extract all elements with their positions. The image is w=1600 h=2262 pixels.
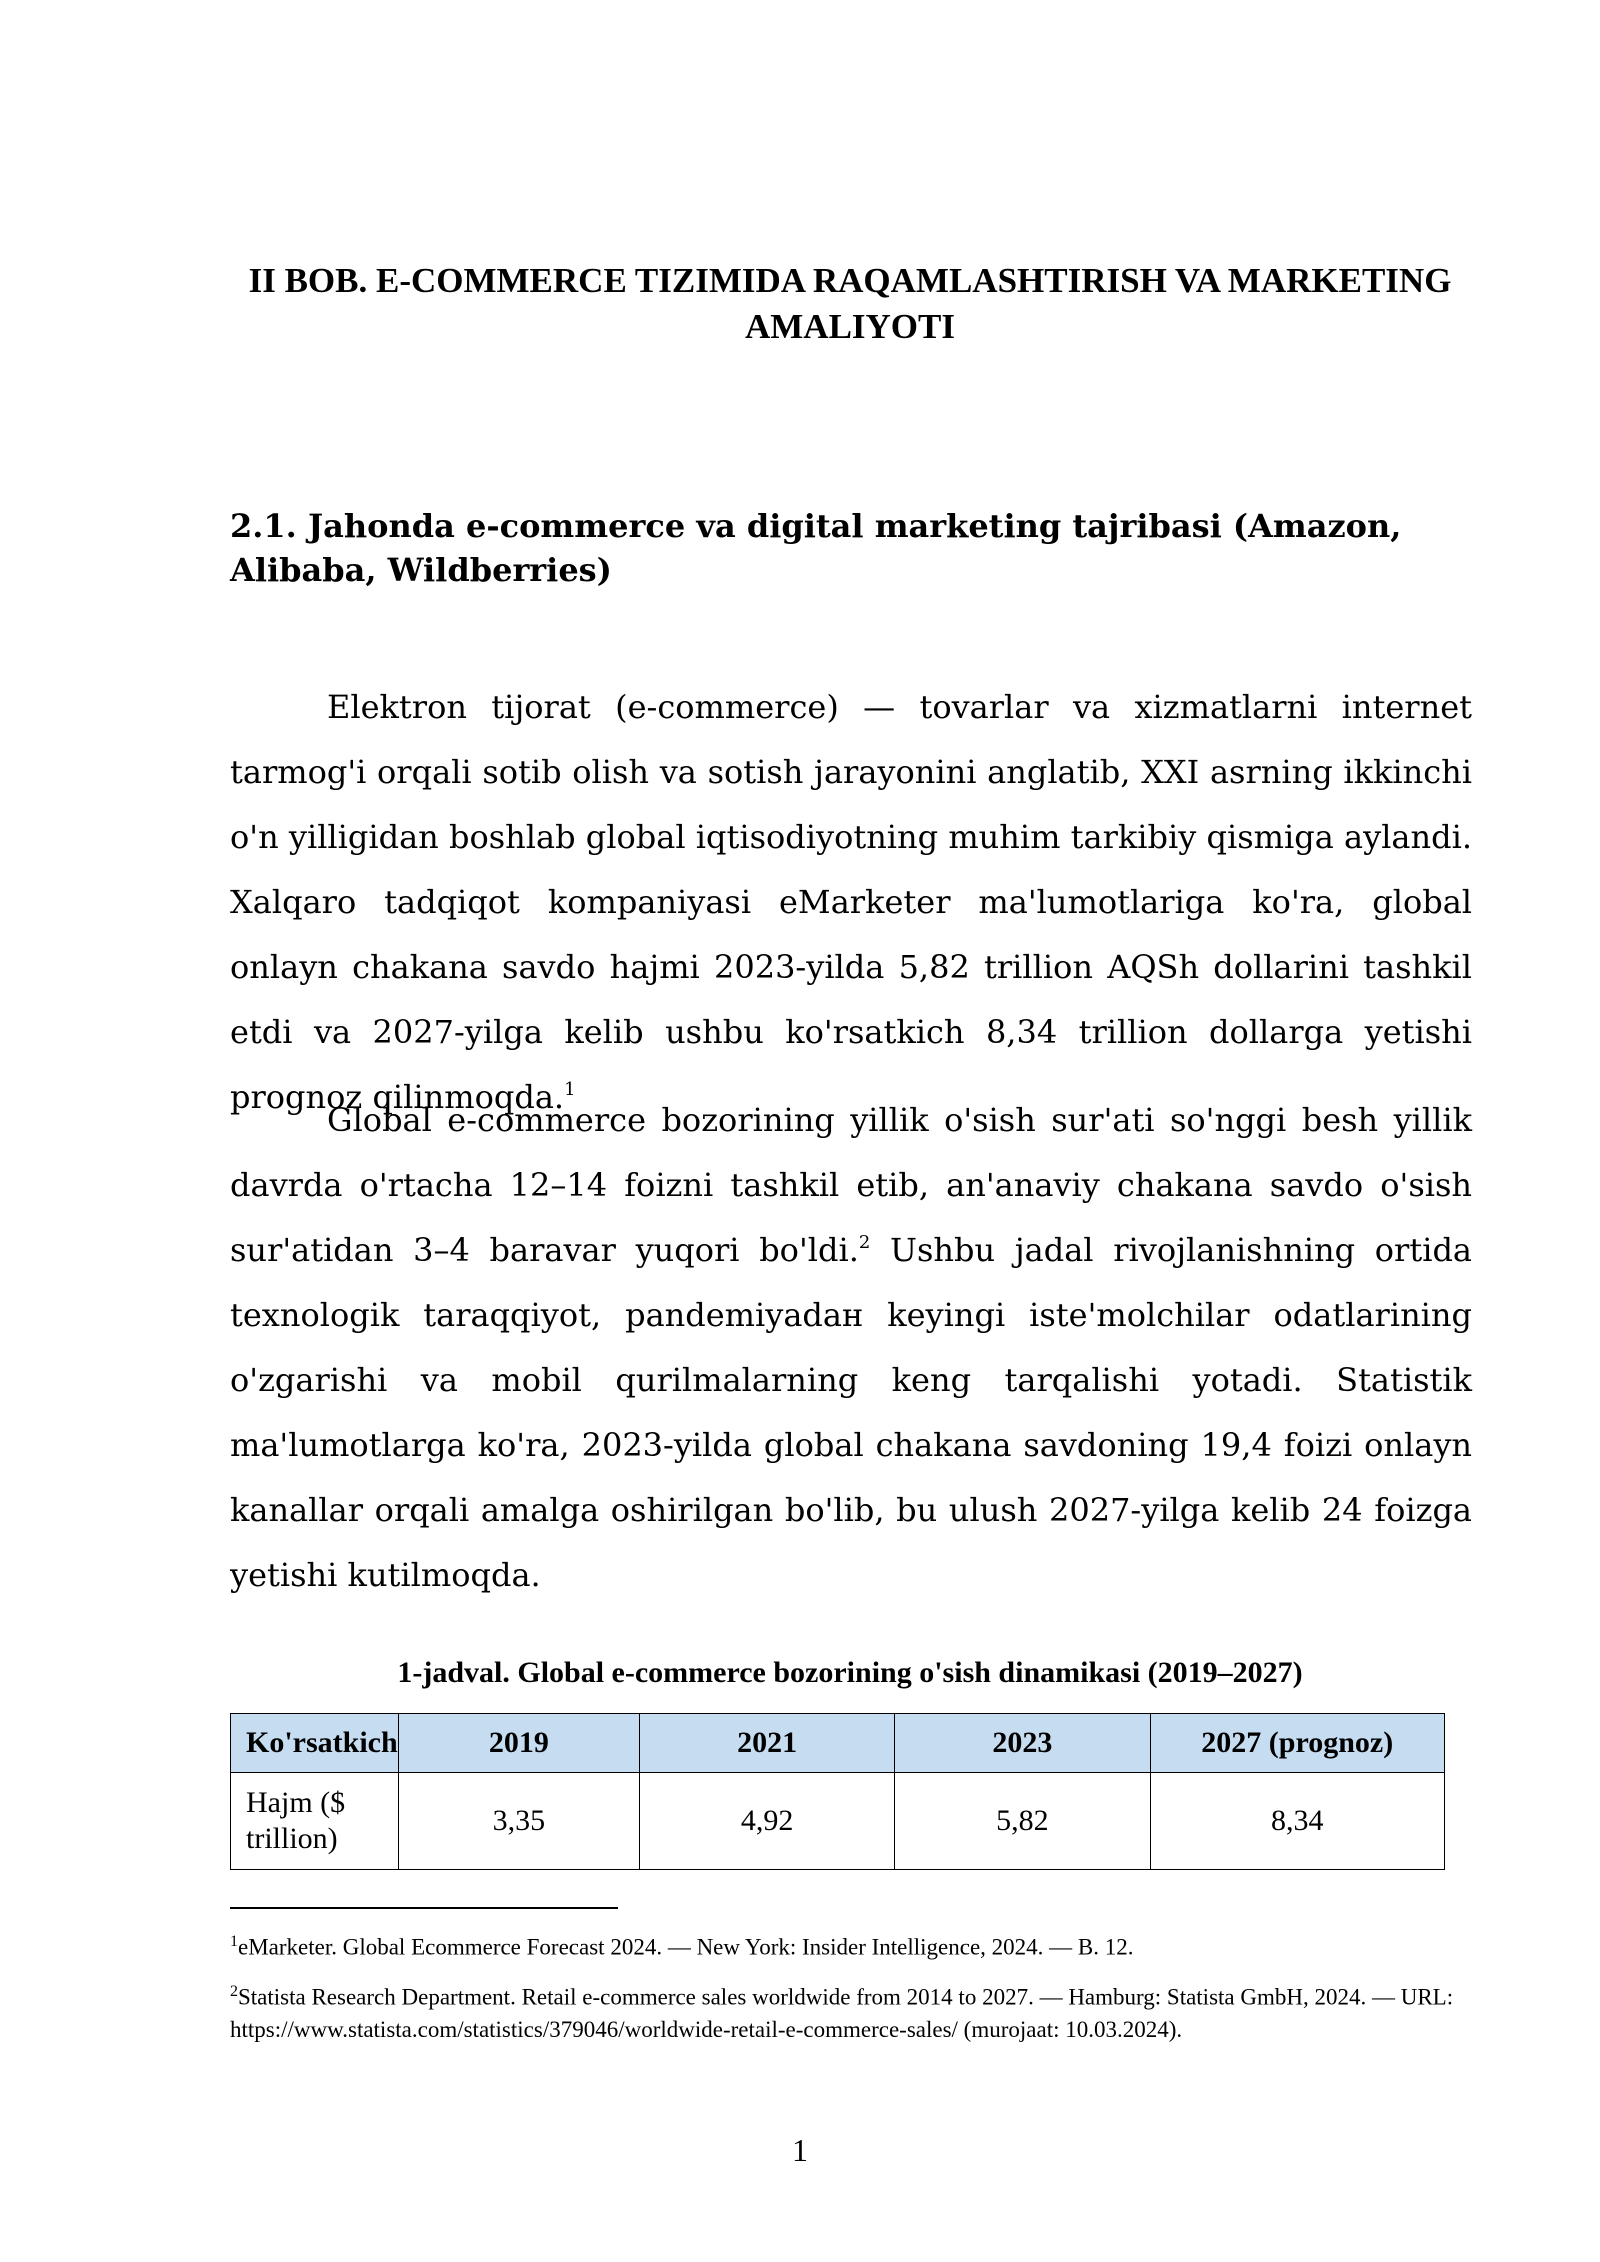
table-header-cell: Ko'rsatkich bbox=[231, 1714, 399, 1773]
table-header-cell: 2023 bbox=[895, 1714, 1150, 1773]
table-cell: 8,34 bbox=[1150, 1773, 1445, 1870]
footnote-number: 1 bbox=[230, 1933, 238, 1950]
table-cell: Hajm ($ trillion) bbox=[231, 1773, 399, 1870]
paragraph-1-text: Elektron tijorat (e-commerce) — tovarlar va xizmatlarni internet tarmog'i orqali sotib olish va sotish jarayonini anglatib, XXI asrning ikkinchi o'n yilligidan boshlab global iqtisodiyotning muhim tarkibiy qismiga aylandi. Xalqaro tadqiqot kompaniyasi eMarketer ma'lumotlariga ko'ra, global onlayn chakana savdo hajmi 2023-yilda 5,82 trillion AQSh dollarini tashkil etdi va 2027-yilga kelib ushbu ko'rsatkich 8,34 trillion dollarga yetishi prognoz qilinmoqda. bbox=[230, 688, 1472, 1116]
table-header-cell: 2021 bbox=[640, 1714, 895, 1773]
paragraph-2-text-after: Ushbu jadal rivojlanishning ortida texnologik taraqqiyot, pandemiyadaн keyingi iste'molchilar odatlarining o'zgarishi va mobil qurilmalarning keng tarqalishi yotadi. Statistik ma'lumotlarga ko'ra, 2023-yilda global chakana savdoning 19,4 foizi onlayn kanallar orqali amalga oshirilgan bo'lib, bu ulush 2027-yilga kelib 24 foizga yetishi kutilmoqda. bbox=[230, 1231, 1473, 1594]
table-caption: 1-jadval. Global e-commerce bozorining o'sish dinamikasi (2019–2027) bbox=[397, 1656, 1303, 1689]
footnote-text: eMarketer. Global Ecommerce Forecast 2024. — New York: Insider Intelligence, 2024. — B. 12. bbox=[238, 1934, 1134, 1960]
paragraph-2 bbox=[230, 1088, 1472, 1608]
paragraph-2-text-before: Global e-commerce bozorining yillik o'sish sur'ati so'nggi besh yillik davrda o'rtacha 12–14 foizni tashkil etib, an'anaviy chakana savdo o'sish sur'atidan 3–4 baravar yuqori bo'ldi. bbox=[230, 1101, 1472, 1269]
footnote-separator bbox=[230, 1907, 618, 1909]
table-cell: 4,92 bbox=[640, 1773, 895, 1870]
chapter-title: II BOB. E-COMMERCE TIZIMIDA RAQAMLASHTIRISH VA MARKETING AMALIYOTI bbox=[248, 261, 1452, 346]
table-row bbox=[231, 1773, 1445, 1870]
footnote-number: 2 bbox=[230, 1983, 238, 2000]
section-title: 2.1. Jahonda e-commerce va digital marketing tajribasi (Amazon, Alibaba, Wildberries) bbox=[230, 507, 1402, 589]
page-number: 1 bbox=[792, 2132, 808, 2168]
table-cell: 3,35 bbox=[398, 1773, 639, 1870]
footnote-2 bbox=[230, 1976, 1460, 2046]
table-cell: 5,82 bbox=[895, 1773, 1150, 1870]
table-header-cell: 2027 (prognoz) bbox=[1150, 1714, 1445, 1773]
footnote-ref-1: 1 bbox=[564, 1079, 576, 1100]
footnote-text: Statista Research Department. Retail e-commerce sales worldwide from 2014 to 2027. — Hamburg: Statista GmbH, 2024. — URL: https://www.statista.com/statistics/379046/worldwide-retail-e-commerce-sales/ (murojaat: 10.03.2024). bbox=[230, 1984, 1454, 2042]
table-header-cell: 2019 bbox=[398, 1714, 639, 1773]
footnote-1 bbox=[230, 1926, 1460, 1964]
table-header-row bbox=[231, 1714, 1445, 1773]
paragraph-1 bbox=[230, 675, 1472, 1130]
footnote-ref-2: 2 bbox=[858, 1232, 871, 1253]
growth-table bbox=[230, 1713, 1445, 1870]
